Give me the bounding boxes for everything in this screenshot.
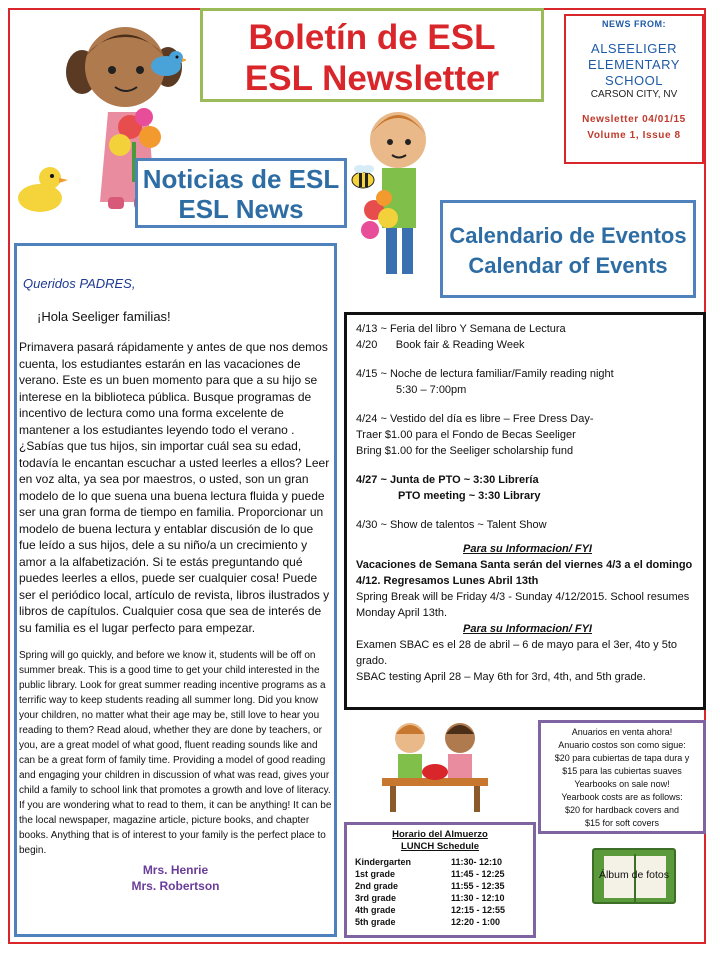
event-pto-en: PTO meeting ~ 3:30 Library (398, 490, 541, 502)
table-row (355, 856, 525, 868)
letter-greeting: Queridos PADRES, (23, 276, 136, 291)
lunch-time: 11:45 - 12:25 (451, 869, 505, 879)
school-line-3: SCHOOL (605, 73, 663, 88)
photo-album-label: Álbum de fotos (598, 869, 670, 881)
event-book-fair-es: 4/13 ~ Feria del libro Y Semana de Lectura (356, 323, 566, 335)
photo-album-button[interactable] (592, 848, 676, 904)
news-from-label: NEWS FROM: (602, 19, 666, 29)
lunch-grade: 3rd grade (355, 893, 397, 903)
title-spanish: Boletín de ESL (248, 18, 496, 57)
yearbook-line: Yearbooks on sale now! (574, 779, 670, 789)
lunch-title-spanish: Horario del Almuerzo (392, 829, 488, 840)
yearbook-line: $20 for hardback covers and (564, 805, 680, 815)
lunch-time: 12:15 - 12:55 (451, 905, 506, 915)
fyi-heading-1: Para su Informacion/ FYI (463, 543, 592, 555)
bee-icon (346, 160, 380, 194)
lunch-time: 11:30- 12:10 (451, 857, 503, 867)
lunch-title-english: LUNCH Schedule (400, 841, 480, 852)
esl-news-english: ESL News (178, 194, 304, 224)
title-english: ESL Newsletter (244, 59, 500, 98)
issue-info (566, 112, 702, 144)
event-free-dress: 4/24 ~ Vestido del día es libre – Free Dress Day- (356, 413, 594, 425)
fyi-sbac-es: Examen SBAC es el 28 de abril – 6 de mayo para el 3er, 4to y 5to grado. (356, 639, 678, 667)
event-free-dress-es: Traer $1.00 para el Fondo de Becas Seeliger (356, 429, 576, 441)
signer-henrie: Mrs. Henrie (142, 863, 209, 877)
bluebird-icon (146, 48, 186, 80)
event-reading-night: 4/15 ~ Noche de lectura familiar/Family reading night (356, 368, 614, 380)
school-line-2: ELEMENTARY (588, 57, 680, 72)
esl-news-heading (135, 158, 347, 228)
kids-lunch-illustration (380, 716, 490, 816)
letter-signature (19, 862, 332, 894)
calendar-heading (440, 200, 696, 298)
table-row (355, 904, 525, 916)
yearbook-line: $15 for soft covers (584, 818, 660, 828)
lunch-time: 12:20 - 1:00 (451, 917, 501, 927)
newsletter-date: Newsletter 04/01/15 (582, 114, 686, 125)
yearbook-line: Anuario costos son como sigue: (558, 740, 686, 750)
lunch-grade: 5th grade (355, 917, 396, 927)
lunch-time: 11:55 - 12:35 (451, 881, 505, 891)
volume-issue: Volume 1, Issue 8 (587, 130, 681, 141)
boy-with-flowers-illustration (348, 100, 440, 290)
fyi-spring-break-es: Vacaciones de Semana Santa serán del viernes 4/3 a el domingo 4/12. Regresamos Lunes Abril 13th (356, 559, 693, 587)
table-row (355, 868, 525, 880)
letter-english-body: Spring will go quickly, and before we know it, students will be off on summer break. This is a good time to get your child interested in the public library. Look for great summer reading incentive programs as a terrific way to keep students reading all summer long. Did you know your children, no matter what their age may be, still love to hear you reading to them? Read aloud, whether they are done by teachers, or you, are a great model of what good, fluent reading sounds like and can be a great form of family time. Providing a model of good reading and engaging your children in discussion of what was read, gives your child a family to school link that promotes a growth and love of literacy. If you are wondering what to read to them, it can be anything! It can be the local newspaper, magazine article, picture books, and chapter books. Anything that is of interest to your family is the perfect place to begin. (19, 650, 332, 856)
event-talent-show: 4/30 ~ Show de talentos ~ Talent Show (356, 519, 547, 531)
yearbook-line: Anuarios en venta ahora! (571, 727, 673, 737)
lunch-grade: 1st grade (355, 869, 396, 879)
event-book-fair-en: 4/20 Book fair & Reading Week (356, 339, 525, 351)
table-row (355, 880, 525, 892)
lunch-time: 11:30 - 12:10 (451, 893, 505, 903)
event-pto-es: 4/27 ~ Junta de PTO ~ 3:30 Librería (356, 474, 539, 486)
lunch-grade: 4th grade (355, 905, 396, 915)
fyi-spring-break-en: Spring Break will be Friday 4/3 - Sunday 4/12/2015. School resumes Monday April 13th. (356, 591, 690, 619)
lunch-schedule (344, 822, 536, 938)
parent-letter (14, 243, 337, 937)
lunch-grade: Kindergarten (355, 857, 412, 867)
esl-news-spanish: Noticias de ESL (142, 164, 340, 194)
news-from-box (564, 14, 704, 164)
school-name (566, 41, 702, 89)
calendar-heading-english: Calendar of Events (468, 253, 668, 278)
signer-robertson: Mrs. Robertson (131, 879, 220, 893)
fyi-sbac-en: SBAC testing April 28 – May 6th for 3rd, 4th, and 5th grade. (356, 671, 646, 683)
event-free-dress-en: Bring $1.00 for the Seeliger scholarship fund (356, 445, 574, 457)
fyi-heading-2: Para su Informacion/ FYI (463, 623, 592, 635)
newsletter-title (200, 8, 544, 102)
calendar-events (344, 312, 706, 710)
event-reading-night-time: 5:30 – 7:00pm (396, 384, 467, 396)
yearbook-line: Yearbook costs are as follows: (561, 792, 683, 802)
letter-spanish-body: Primavera pasará rápidamente y antes de que nos demos cuenta, los estudiantes estarán en las vacaciones de verano. Este es un buen momento para que a su hijo se interese en la biblioteca pública. Busque programas de incentivo de lectura como una forma excelente de mantener a los estudiantes leyendo todo el verano . ¿Sabías que tus hijos, sin importar cuál sea su edad, todavía le encantan escuchar a usted leerles a ellos? Leer en voz alta, ya sea por maestros, o usted, son un gran modelo de lo que suena una buena lectura fluida y puede ser una gran forma de tiempo en familia. Proporcionar un modelo de buena lectura y entablar discusión de lo que fue leído a sus hijos, dele a su niño/a un crecimiento y amor a la alfabetización. Si te estás preguntando qué puedes leerles a ellos, puede ser cualquier cosa! Puede ser el periódico local, artículo de revista, libros ilustrados y libros de capítulos. Cualquier cosa que sea de interés de su familia es el lugar perfecto para empezar. (19, 340, 330, 635)
yearbook-line: $15 para las cubiertas suaves (562, 766, 682, 776)
table-row (355, 916, 525, 928)
letter-hello: ¡Hola Seeliger familias! (37, 309, 171, 324)
yearbook-line: $20 para cubiertas de tapa dura y (554, 753, 690, 763)
lunch-grade: 2nd grade (355, 881, 399, 891)
yearbook-notice (538, 720, 706, 834)
calendar-heading-spanish: Calendario de Eventos (449, 223, 687, 248)
school-city: CARSON CITY, NV (590, 89, 678, 100)
table-row (355, 892, 525, 904)
duck-icon (12, 160, 70, 218)
school-line-1: ALSEELIGER (591, 41, 677, 56)
